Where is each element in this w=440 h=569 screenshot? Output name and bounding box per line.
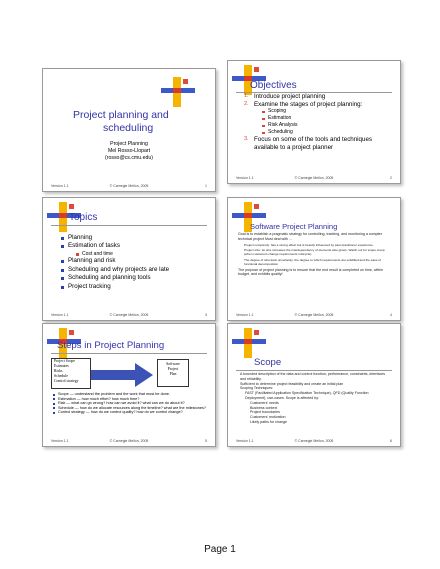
sub-item: Risk Analysis [262,122,396,129]
body-line: Scoping Techniques: [240,386,274,391]
list-item: Scope — understand the problem and the work that must be done. [53,392,209,397]
slide-2 [227,60,401,184]
list-item: Estimation of tasks Cost and time [61,242,169,257]
page-number: Page 1 [204,544,236,555]
body-bullet: Project complexity: has a strong effect but is heavily influenced by past practitioner experience [244,242,373,247]
slide-4-body [238,232,388,278]
slide-6-title: Scope [254,357,282,368]
decorative-cross-icon [232,328,266,358]
slide-1-author: Mel Rosso-Llopart [107,148,151,154]
decorative-cross-icon [161,77,195,107]
slide-1-title-line2: scheduling [103,122,154,134]
list-item: Control strategy — how do we control quality? how do we control change? [53,410,209,415]
slide-4-title: Software Project Planning [250,222,338,231]
list-item: Estimation — how much effort? how much time? [53,397,209,402]
list-item: 3. Focus on some of the tools and techniques available to a project planner [244,136,372,151]
body-paragraph: The purpose of project planning is to ensure that the end result is completed on time, within budget, and exhibits quality! [238,267,384,277]
slide-1-email: (rosso@cs.cmu.edu) [105,155,153,161]
slide-6 [227,323,401,447]
body-line: FAST (Facilitated Application Specification Technique), QFD (Quality Function Deployment), use-cases. Scope is affected by: [245,391,369,400]
slide-2-title: Objectives [250,80,297,91]
slide-5-rule [51,353,207,354]
list-item: 2. Examine the stages of project planning: Scoping Estimation Risk Analysis Scheduling [244,101,396,137]
list-item: Project tracking [61,283,169,291]
slide-6-footer: Version 1.1 © Carnegie Mellon, 2005 6 [236,439,392,443]
slide-1-footer: Version 1.1 © Carnegie Mellon, 2005 1 [51,184,207,188]
slide-4-footer: Version 1.1 © Carnegie Mellon, 2005 4 [236,313,392,317]
body-line: Project boundaries [250,410,280,415]
slide-3-list [61,234,169,291]
arrow-right-icon [91,363,153,387]
slide-3-rule [51,225,207,226]
list-item: Planning [61,234,169,242]
body-line: Customers' motivation [250,415,286,420]
slide-5-title: Steps in Project Planning [57,340,165,351]
sub-item: Scoping [262,108,396,115]
planning-inputs-box: Project Scope Estimates Risks Schedule Control strategy [51,358,91,389]
body-line: Likely paths for change [250,419,287,424]
slide-6-rule [236,370,392,371]
slide-4 [227,197,401,321]
sub-item: Scheduling [262,129,396,136]
list-item: Scheduling and planning tools [61,274,169,282]
slide-3-footer: Version 1.1 © Carnegie Mellon, 2005 3 [51,313,207,317]
sub-item: Cost and time [76,251,169,258]
body-line: Sufficient to determine project feasibility and create an initial plan [240,381,344,386]
list-item: Risk — what can go wrong? how can we avoid it? what can we do about it? [53,401,209,406]
body-paragraph: Goal is to establish a pragmatic strategy for controlling, tracking, and monitoring a complex technical project Must deal with ... [238,232,383,241]
list-item: Schedule — how do we allocate resources along the timeline? what are the milestones? [53,406,209,411]
slide-3-title: Topics [69,212,98,223]
slide-1-subtitle: Project Planning [110,141,148,147]
body-bullet: The degree of structural uncertainty: the degree to which requirements are solidified and the ease of functional decomposition [244,257,381,266]
slide-3 [42,197,216,321]
slide-5-footer: Version 1.1 © Carnegie Mellon, 2005 5 [51,439,207,443]
slide-5-list [53,392,209,415]
slide-5 [42,323,216,447]
slide-6-body [240,372,390,425]
body-line: Customers' needs [250,400,279,405]
slide-2-list [244,93,396,151]
slide-2-footer: Version 1.1 © Carnegie Mellon, 2005 2 [236,176,392,180]
list-item: 1. Introduce project planning [244,93,326,100]
body-line: A bounded description of the data and control function, performance, constraints, interfaces and reliability. [240,372,386,381]
list-item: Scheduling and why projects are late [61,266,169,274]
software-project-plan-box: Software Project Plan [157,359,189,387]
slide-1 [42,68,216,192]
body-line: Business context [250,405,278,410]
slide-1-title-line1: Project planning and [73,109,169,121]
sub-item: Estimation [262,115,396,122]
list-item: Planning and risk [61,257,169,265]
body-bullet: Project size: as size increases the interdependency of elements also grows. Watch out for scope creep (when customers change requirements midcycle) [244,248,385,257]
